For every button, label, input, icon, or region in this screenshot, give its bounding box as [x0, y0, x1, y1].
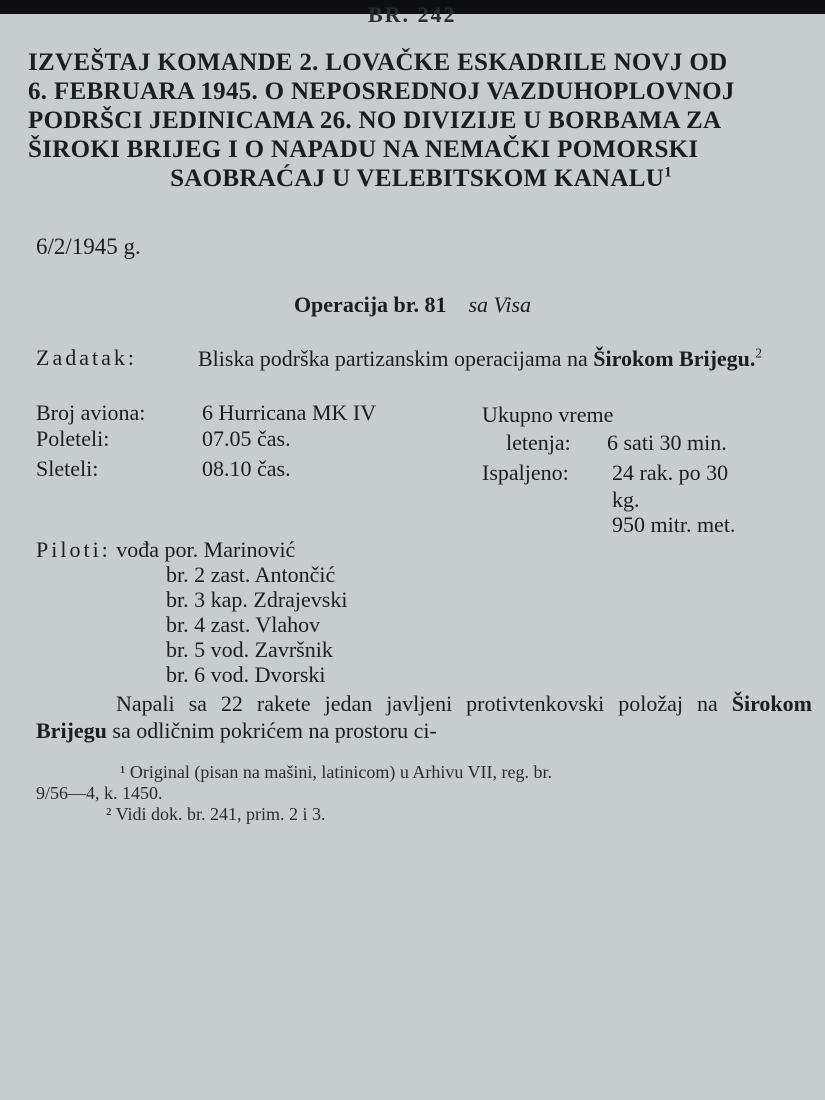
task-label: Zadatak: — [36, 345, 137, 370]
aircraft-value: 6 Hurricana MK IV — [202, 400, 377, 425]
pilot-entry: br. 6 vod. Dvorski — [166, 662, 326, 687]
fired-rockets: 24 rak. po 30 — [612, 460, 729, 485]
pilot-entry: vođa por. Marinović — [116, 537, 296, 562]
document-heading — [28, 48, 814, 193]
pilots-label: Piloti: — [36, 537, 111, 562]
heading-line: ŠIROKI BRIJEG I O NAPADU NA NEMAČKI POMORSKI — [28, 136, 699, 163]
operation-base: sa Visa — [468, 292, 532, 317]
operation-number: Operacija br. 81 — [293, 292, 447, 317]
total-time-value: 6 sati 30 min. — [607, 430, 727, 455]
document-number: BR. 242 — [368, 2, 457, 27]
total-time-label: Ukupno vreme — [482, 402, 614, 427]
paragraph-text-2: sa odličnim pokrićem na prostoru ci- — [106, 718, 437, 743]
pilots-list — [36, 537, 347, 687]
landing-value: 08.10 čas. — [202, 456, 291, 481]
task-description: Bliska podrška partizanskim operacijama na — [198, 346, 594, 371]
takeoff-label: Poleteli: — [36, 426, 110, 451]
pilot-row-leader — [36, 537, 347, 562]
fired-rockets-unit: kg. — [612, 487, 640, 512]
document-date: 6/2/1945 g. — [36, 234, 141, 259]
paragraph-text: Napali sa 22 rakete jedan javljeni protivtenkovski položaj na — [116, 691, 732, 716]
fired-machinegun: 950 mitr. met. — [612, 512, 736, 537]
pilot-entry: br. 5 vod. Završnik — [166, 637, 333, 662]
paragraph-place: Širokom Brijegu — [36, 691, 812, 743]
operation-title — [0, 292, 825, 318]
footnote-2: ² Vidi dok. br. 241, prim. 2 i 3. — [106, 804, 326, 824]
heading-line: IZVEŠTAJ KOMANDE 2. LOVAČKE ESKADRILE NOVJ OD — [28, 49, 728, 76]
heading-line: SAOBRAĆAJ U VELEBITSKOM KANALU — [170, 165, 665, 192]
footnote-marker: 2 — [755, 345, 763, 361]
takeoff-value: 07.05 čas. — [202, 426, 291, 451]
footnotes — [36, 762, 786, 825]
fired-label: Ispaljeno: — [482, 460, 569, 485]
aircraft-label: Broj aviona: — [36, 400, 146, 425]
heading-line-last — [28, 164, 814, 193]
body-paragraph — [36, 690, 812, 744]
pilot-entry: br. 2 zast. Antončić — [166, 562, 336, 587]
pilot-entry: br. 4 zast. Vlahov — [166, 612, 321, 637]
task-place: Širokom Brijegu. — [593, 346, 756, 371]
heading-line: PODRŠCI JEDINICAMA 26. NO DIVIZIJE U BORBAMA ZA — [28, 107, 722, 134]
footnote-marker: 1 — [664, 164, 672, 181]
footnote-1-cont: 9/56—4, k. 1450. — [36, 783, 163, 803]
heading-line: 6. FEBRUARA 1945. O NEPOSREDNOJ VAZDUHOPLOVNOJ — [28, 78, 735, 105]
total-time-label-2: letenja: — [506, 430, 571, 455]
task-text — [198, 345, 810, 372]
landing-label: Sleteli: — [36, 456, 99, 481]
footnote-1: ¹ Original (pisan na mašini, latinicom) u Arhivu VII, reg. br. — [120, 762, 552, 782]
pilot-entry: br. 3 kap. Zdrajevski — [166, 587, 348, 612]
